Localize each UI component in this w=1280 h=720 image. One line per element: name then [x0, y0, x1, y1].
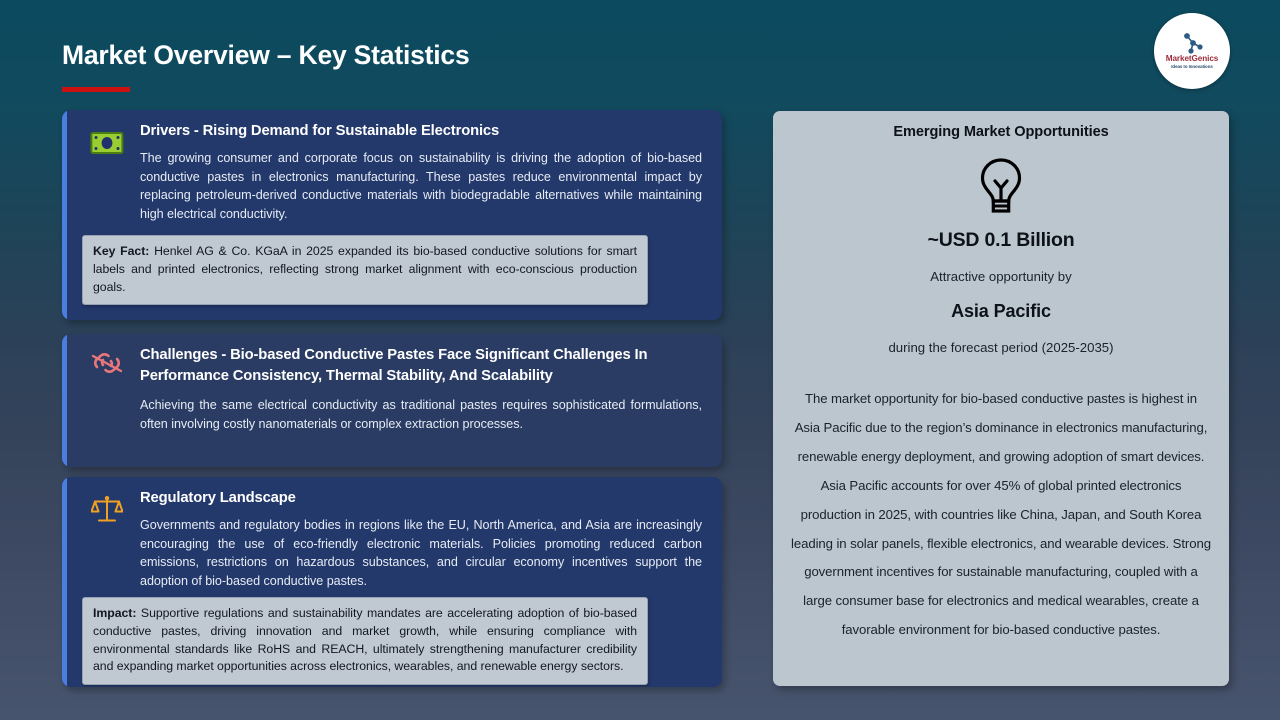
molecule-network-icon [1179, 32, 1205, 55]
lightbulb-icon [791, 157, 1211, 215]
callout-label: Impact: [93, 606, 137, 620]
opportunity-region: Asia Pacific [951, 301, 1051, 321]
callout-text: Supportive regulations and sustainability mandates are accelerating adoption of bio-based conductive pastes, driving innovation and market growth, while ensuring compliance with environmental standards like RoHS and REACH, ultimately strengthening manufacturer credibility and expanding market opportunities across electronics, wearables, and renewable energy sectors. [93, 606, 637, 674]
company-logo [1154, 13, 1230, 89]
page-title: Market Overview – Key Statistics [62, 40, 470, 70]
card-body-text: Achieving the same electrical conductivity as traditional pastes requires sophisticated formulations, often involving costly nanomaterials or complex extraction processes. [140, 398, 702, 431]
card-heading: Challenges - Bio-based Conductive Pastes Face Significant Challenges In Performance Consistency, Thermal Stability, And Scalability [140, 347, 648, 384]
logo-tagline: Ideas to Innovations [1171, 64, 1213, 70]
card-body-text: Governments and regulatory bodies in regions like the EU, North America, and Asia are increasingly encouraging the use of eco-friendly electronic materials. Policies promoting reduced carbon emissions, restrictions on hazardous substances, and circular economy incentives support the adoption of bio-based conductive pastes. [140, 518, 702, 588]
card-heading: Drivers - Rising Demand for Sustainable Electronics [140, 123, 500, 139]
card-heading: Regulatory Landscape [140, 490, 296, 506]
opportunity-subtitle-1: Attractive opportunity by [930, 269, 1072, 284]
card-drivers [62, 110, 722, 320]
broken-link-icon [88, 344, 126, 382]
callout-label: Key Fact: [93, 244, 150, 258]
card-body-text: The growing consumer and corporate focus on sustainability is driving the adoption of bio-based conductive pastes in electronics manufacturing. These pastes reduce environmental impact by replacing petroleum-derived conductive materials with biodegradable alternatives while maintaining high electrical conductivity. [140, 151, 702, 221]
card-challenges [62, 334, 722, 467]
opportunity-description: The market opportunity for bio-based conductive pastes is highest in Asia Pacific due to the region’s dominance in electronics manufacturing, renewable energy deployment, and growing adoption of smart devices. Asia Pacific accounts for over 45% of global printed electronics production in 2025, with countries like China, Japan, and South Korea leading in solar panels, flexible electronics, and wearable devices. Strong government incentives for sustainable manufacturing, coupled with a large consumer base for electronics and medical wearables, create a favorable environment for bio-based conductive pastes. [791, 391, 1211, 638]
money-banknote-icon [88, 124, 126, 162]
panel-title: Emerging Market Opportunities [893, 124, 1109, 140]
impact-callout [82, 597, 648, 685]
scales-of-justice-icon [88, 491, 126, 529]
card-regulatory [62, 477, 722, 687]
opportunity-forecast-period: during the forecast period (2025-2035) [888, 340, 1114, 355]
key-fact-callout [82, 235, 648, 305]
emerging-market-opportunities-panel [773, 111, 1229, 686]
opportunity-value: ~USD 0.1 Billion [927, 229, 1075, 251]
title-underline-rule [62, 87, 130, 92]
callout-text: Henkel AG & Co. KGaA in 2025 expanded its bio-based conductive solutions for smart labels and printed electronics, reflecting strong market alignment with eco-conscious production goals. [93, 244, 638, 294]
logo-company-name: MarketGenics [1165, 54, 1219, 64]
